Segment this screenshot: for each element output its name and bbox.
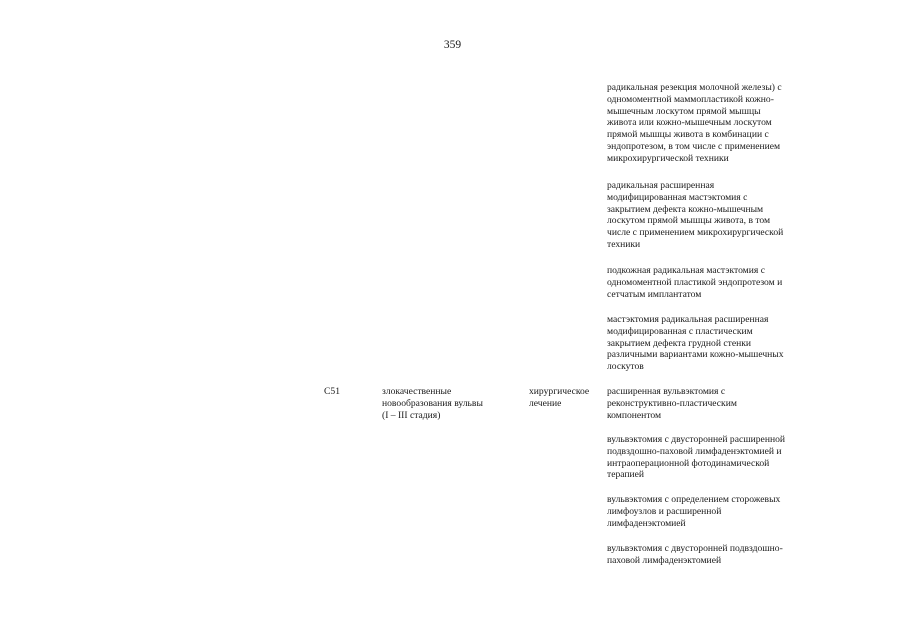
procedure-4	[607, 543, 783, 567]
text-line: одномоментной маммопластикой кожно-	[607, 93, 774, 105]
text-line: паховой лимфаденэктомией	[607, 554, 722, 566]
text-line: радикальная резекция молочной железы) с	[607, 82, 782, 93]
text-line: новообразования вульвы	[382, 397, 483, 409]
diagnosis	[382, 386, 483, 421]
text-line: закрытием дефекта кожно-мышечным	[607, 203, 764, 215]
text-line: закрытием дефекта грудной стенки	[607, 337, 752, 349]
text-line: хирургическое	[529, 386, 590, 397]
text-line: вульвэктомия с двусторонней подвздошно-	[607, 543, 783, 554]
text-line: лимфоузлов и расширенной	[607, 505, 722, 517]
text-line: интраоперационной фотодинамической	[607, 457, 770, 469]
text-line: С51	[324, 386, 340, 397]
text-line: лимфаденэктомией	[607, 517, 686, 529]
text-line: сетчатым имплантатом	[607, 288, 702, 300]
text-line: злокачественные	[382, 386, 452, 397]
text-line: одномоментной пластикой эндопротезом и	[607, 276, 783, 288]
procedure-3	[607, 494, 780, 529]
text-line: реконструктивно-пластическим	[607, 397, 737, 409]
text-line: вульвэктомия с определением сторожевых	[607, 494, 781, 505]
text-line: живота или кожно-мышечным лоскутом	[607, 117, 772, 129]
text-line: радикальная расширенная	[607, 180, 715, 191]
text-line: прямой мышцы живота в комбинации с	[607, 129, 769, 141]
text-line: модифицированная с пластическим	[607, 325, 753, 337]
procedure-cont-4	[607, 314, 784, 373]
text-line: (I – III стадия)	[382, 409, 441, 421]
text-line: расширенная вульвэктомия с	[607, 386, 726, 397]
procedure-1	[607, 386, 737, 421]
treatment-type	[529, 386, 589, 410]
text-line: мышечным лоскутом прямой мышцы	[607, 105, 761, 117]
text-line: эндопротезом, в том числе с применением	[607, 140, 781, 152]
page-number: 359	[443, 39, 462, 51]
text-line: мастэктомия радикальная расширенная	[607, 314, 769, 325]
text-line: вульвэктомия с двусторонней расширенной	[607, 434, 786, 445]
text-line: техники	[607, 238, 641, 250]
text-line: различными вариантами кожно-мышечных	[607, 349, 784, 361]
text-line: модифицированная мастэктомия с	[607, 191, 748, 203]
text-line: числе с применением микрохирургической	[607, 227, 784, 239]
text-line: лоскутом прямой мышцы живота, в том	[607, 215, 771, 227]
text-line: подвздошно-паховой лимфаденэктомией и	[607, 445, 782, 457]
text-line: микрохирургической техники	[607, 152, 729, 164]
procedure-cont-1	[607, 82, 782, 165]
icd-code	[324, 386, 340, 398]
procedure-2	[607, 434, 785, 481]
text-line: терапией	[607, 469, 645, 481]
procedure-cont-2	[607, 180, 783, 251]
procedure-cont-3	[607, 265, 782, 300]
text-line: компонентом	[607, 409, 662, 421]
text-line: лечение	[529, 397, 562, 409]
text-line: лоскутов	[607, 361, 644, 373]
text-line: подкожная радикальная мастэктомия с	[607, 265, 765, 276]
